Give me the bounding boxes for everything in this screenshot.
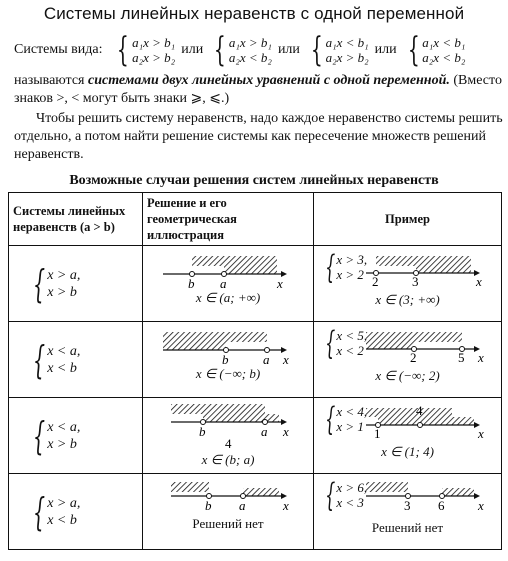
system-form-1: { a₁x > b₁ a₂x > b₂ [117, 30, 176, 70]
system-row-1: x > a, [47, 495, 81, 511]
header-solution: Решение и его геометрическая иллюстрация [143, 193, 314, 246]
number-line-illustration [143, 246, 313, 321]
solution-cell [143, 322, 314, 398]
point-label: 6 [438, 498, 445, 513]
intro-block [14, 30, 504, 164]
system-row-2: x > b [47, 436, 77, 452]
solution-cell [143, 246, 314, 322]
axis-label: x [478, 350, 484, 365]
systems-forms-line [14, 30, 504, 70]
system-cell: { x < a, x < b [9, 322, 143, 398]
system-form-2: { a₁x > b₁ a₂x < b₂ [214, 30, 272, 70]
system-form-3-row-2: a₂x > b₂ [325, 50, 369, 65]
system-row-2: x > b [47, 284, 77, 300]
system-form-2-row-1: a₁x > b₁ [228, 35, 272, 50]
point-label: 2 [410, 350, 417, 365]
axis-label: x [476, 274, 482, 289]
example-answer: x ∈ (3; +∞) [375, 292, 440, 307]
point-label: b [205, 498, 212, 513]
solution-answer: x ∈ (b; a) [201, 452, 255, 467]
number-line-illustration [143, 322, 313, 397]
system-cell: { x > a, x > b [9, 246, 143, 322]
point-label: b [188, 276, 195, 291]
or-word: или [374, 42, 397, 57]
point-label: 5 [458, 350, 465, 365]
point-label: b [199, 424, 206, 439]
example-row-1: x < 5, [336, 328, 368, 343]
axis-label: x [283, 424, 289, 439]
axis-label: x [283, 498, 289, 513]
example-row-1: x < 4, [336, 404, 368, 419]
header-example: Пример [314, 193, 502, 246]
system-cell: { x > a, x < b [9, 474, 143, 550]
example-row-2: x > 2 [336, 267, 364, 282]
definition-start: называются [14, 73, 88, 88]
system-cell: { x < a, x > b [9, 398, 143, 474]
example-row-1: x > 6, [336, 480, 368, 495]
solution-answer: x ∈ (−∞; b) [195, 366, 261, 381]
number-line-illustration [143, 474, 313, 549]
point-label: 1 [374, 426, 381, 441]
point-label: 3 [404, 498, 411, 513]
solution-cell [143, 474, 314, 550]
example-row-1: x > 3, [336, 252, 368, 267]
example-system: { x < 5, x < 2 [325, 324, 368, 362]
definition-end: (Вместо знаков >, < могут быть знаки ⩾, ⩽.) [14, 73, 502, 106]
table-row [9, 398, 502, 474]
system-row-1: x < a, [47, 419, 81, 435]
point-label: a [220, 276, 227, 291]
point-label: b [222, 352, 229, 367]
example-system: { x > 3, x > 2 [325, 248, 368, 286]
table-row [9, 246, 502, 322]
point-label: 4 [416, 403, 423, 418]
solution-cell [143, 398, 314, 474]
system-row-1: x < a, [47, 343, 81, 359]
example-cell [314, 398, 502, 474]
definition-paragraph [14, 72, 504, 108]
definition-term: системами двух линейных уравнений с одной переменной. [88, 73, 450, 88]
example-row-2: x > 1 [336, 419, 364, 434]
or-word: или [277, 42, 300, 57]
solution-answer: Решений нет [192, 516, 264, 531]
example-row-2: x < 2 [336, 343, 364, 358]
page-title: Системы линейных неравенств с одной переменной [43, 4, 465, 23]
system-form-4-row-2: a₂x < b₂ [422, 50, 466, 65]
or-word: или [181, 42, 204, 57]
point-label: a [239, 498, 246, 513]
point-label: 2 [372, 274, 379, 289]
table-header-row [9, 193, 502, 246]
table-row [9, 474, 502, 550]
table-row [9, 322, 502, 398]
system-form-1-row-2: a₂x > b₂ [132, 50, 176, 65]
point-label: a [263, 352, 270, 367]
point-label: 4 [225, 436, 232, 451]
system-form-4-row-1: a₁x < b₁ [422, 35, 466, 50]
solutions-table [8, 192, 502, 550]
example-row-2: x < 3 [336, 495, 364, 510]
system-row-2: x < b [47, 360, 77, 376]
system-form-3-row-1: a₁x < b₁ [325, 35, 369, 50]
system-form-1-row-1: a₁x > b₁ [132, 35, 176, 50]
example-answer: x ∈ (−∞; 2) [375, 368, 440, 383]
axis-label: x [478, 498, 484, 513]
example-answer: x ∈ (1; 4) [381, 444, 434, 459]
point-label: a [261, 424, 268, 439]
axis-label: x [277, 276, 283, 291]
header-systems: Системы линейных неравенств (a > b) [9, 193, 143, 246]
axis-label: x [283, 352, 289, 367]
system-form-3: { a₁x < b₁ a₂x > b₂ [310, 30, 369, 70]
example-system: { x < 4, x > 1 [325, 400, 368, 438]
system-row-1: x > a, [47, 267, 81, 283]
point-label: 3 [412, 274, 419, 289]
table-title: Возможные случаи решения систем линейных неравенств [69, 173, 439, 188]
systems-label: Системы вида: [14, 42, 103, 57]
example-answer: Решений нет [371, 520, 444, 535]
system-form-4: { a₁x < b₁ a₂x < b₂ [407, 30, 466, 70]
example-cell [314, 246, 502, 322]
method-paragraph: Чтобы решить систему неравенств, надо каждое неравенство системы решить отдельно, а потом найти решение системы как пересечение множеств решений неравенств. [14, 111, 503, 162]
system-row-2: x < b [47, 512, 77, 528]
example-cell [314, 474, 502, 550]
solution-answer: x ∈ (a; +∞) [195, 290, 261, 305]
axis-label: x [478, 426, 484, 441]
system-form-2-row-2: a₂x < b₂ [228, 50, 272, 65]
example-cell [314, 322, 502, 398]
example-system: { x > 6, x < 3 [325, 476, 368, 514]
